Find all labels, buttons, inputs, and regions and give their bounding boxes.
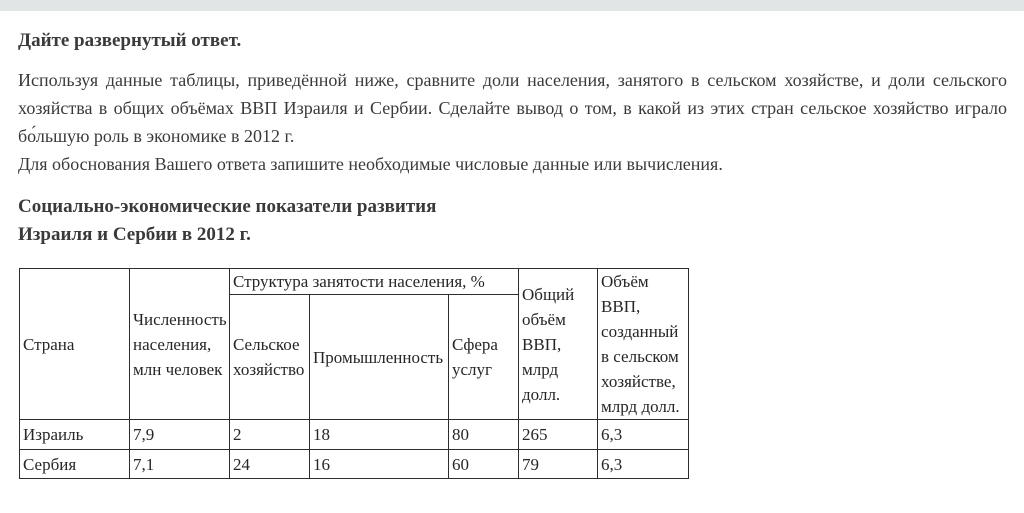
task-paragraph: Используя данные таблицы, приведённой ниже, сравните доли населения, занятого в сельском хозяйстве, и доли сельского хозяйства в общих объёмах ВВП Израиля и Сербии. Сделайте вывод о том, в какой из этих стран сельское хозяйство играло бо́льшую роль в экономике в 2012 г. xyxy=(18,70,1007,146)
top-bar xyxy=(0,0,1024,11)
table-row-serbia xyxy=(20,450,689,479)
cell-israel-country: Израиль xyxy=(20,420,130,450)
cell-israel-gdp-total: 265 xyxy=(519,420,598,450)
header-employment-structure: Структура занятости населения, % xyxy=(230,269,519,295)
header-gdp-total: Общий объём ВВП, млрд долл. xyxy=(519,269,598,420)
cell-israel-services: 80 xyxy=(449,420,519,450)
table-title xyxy=(18,193,1007,249)
cell-israel-population: 7,9 xyxy=(130,420,230,450)
cell-serbia-agriculture: 24 xyxy=(230,450,310,479)
task-heading: Дайте развернутый ответ. xyxy=(18,30,242,51)
table-title-line1: Социально-экономические показатели развития xyxy=(18,196,437,217)
document-body xyxy=(0,29,1024,479)
table-header-row-top xyxy=(20,269,689,295)
cell-israel-industry: 18 xyxy=(310,420,449,450)
cell-israel-gdp-agri: 6,3 xyxy=(598,420,689,450)
header-gdp-agriculture: Объём ВВП, созданный в сельском хозяйстве, млрд долл. xyxy=(598,269,689,420)
indicators-table xyxy=(19,268,689,479)
cell-serbia-services: 60 xyxy=(449,450,519,479)
header-services: Сфера услуг xyxy=(449,295,519,420)
header-country: Страна xyxy=(20,269,130,420)
header-population: Численность населения, млн человек xyxy=(130,269,230,420)
cell-serbia-gdp-total: 79 xyxy=(519,450,598,479)
cell-israel-agriculture: 2 xyxy=(230,420,310,450)
header-agriculture: Сельское хозяйство xyxy=(230,295,310,420)
task-instruction: Для обоснования Вашего ответа запишите необходимые числовые данные или вычисления. xyxy=(18,154,723,174)
cell-serbia-gdp-agri: 6,3 xyxy=(598,450,689,479)
cell-serbia-country: Сербия xyxy=(20,450,130,479)
header-industry: Промышленность xyxy=(310,295,449,420)
cell-serbia-industry: 16 xyxy=(310,450,449,479)
task-text-block xyxy=(18,66,1007,178)
table-title-line2: Израиля и Сербии в 2012 г. xyxy=(18,224,251,245)
cell-serbia-population: 7,1 xyxy=(130,450,230,479)
table-row-israel xyxy=(20,420,689,450)
